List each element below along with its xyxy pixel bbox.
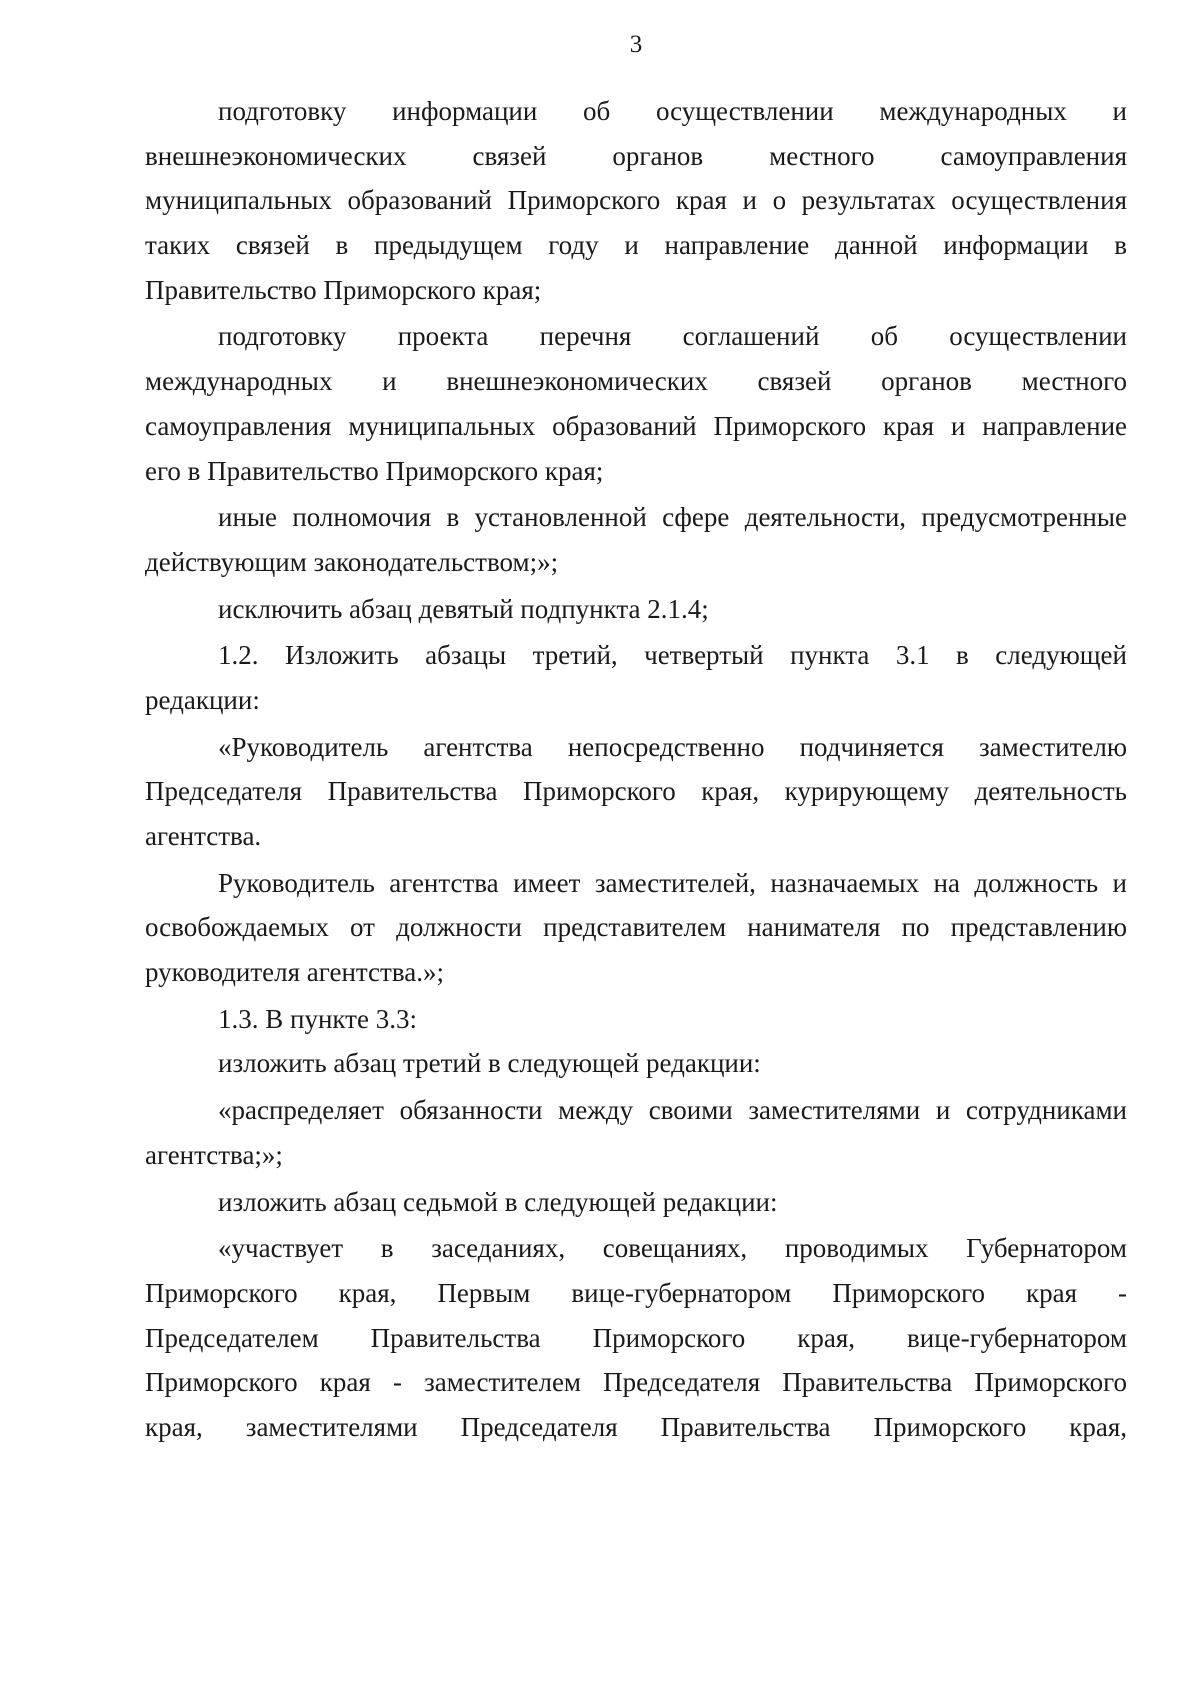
text-line: таких связей в предыдущем году и направление данной информации в	[145, 230, 1127, 261]
text-line: внешнеэкономических связей органов местного самоуправления	[145, 140, 1127, 171]
text-line: Приморского края - заместителем Председателя Правительства Приморского	[145, 1367, 1127, 1398]
text-line: 1.3. В пункте 3.3:	[218, 1003, 417, 1034]
text-line: Приморского края, Первым вице-губернатором Приморского края -	[145, 1277, 1127, 1308]
text-line: «Руководитель агентства непосредственно подчиняется заместителю	[218, 731, 1127, 762]
text-line: «распределяет обязанности между своими заместителями и сотрудниками	[218, 1095, 1127, 1126]
text-line: изложить абзац третий в следующей редакции:	[218, 1048, 761, 1079]
text-line: изложить абзац седьмой в следующей редакции:	[218, 1186, 778, 1217]
text-line: муниципальных образований Приморского края и о результатах осуществления	[145, 185, 1127, 216]
text-line: «участвует в заседаниях, совещаниях, проводимых Губернатором	[218, 1233, 1127, 1264]
text-line: исключить абзац девятый подпункта 2.1.4;	[218, 593, 709, 624]
text-line: иные полномочия в установленной сфере деятельности, предусмотренные	[218, 502, 1127, 533]
document-body	[145, 89, 1127, 1450]
text-line: международных и внешнеэкономических связей органов местного	[145, 366, 1127, 397]
text-line: Председателем Правительства Приморского края, вице-губернатором	[145, 1322, 1127, 1353]
text-line: Руководитель агентства имеет заместителей, назначаемых на должность и	[218, 867, 1127, 898]
text-line: редакции:	[145, 684, 260, 715]
text-line: Правительство Приморского края;	[145, 274, 542, 305]
text-line: Председателя Правительства Приморского края, курирующему деятельность	[145, 776, 1127, 807]
page-number: 3	[629, 31, 643, 58]
text-line: самоуправления муниципальных образований Приморского края и направление	[145, 410, 1127, 441]
text-line: подготовку проекта перечня соглашений об осуществлении	[218, 321, 1127, 352]
text-line: его в Правительство Приморского края;	[145, 455, 604, 486]
text-line: 1.2. Изложить абзацы третий, четвертый пункта 3.1 в следующей	[218, 640, 1127, 671]
text-line: агентства.	[145, 821, 262, 851]
text-line: руководителя агентства.»;	[145, 957, 444, 988]
text-line: агентства;»;	[145, 1139, 283, 1170]
text-line: освобождаемых от должности представителем нанимателя по представлению	[145, 912, 1127, 943]
text-line: края, заместителями Председателя Правительства Приморского края,	[145, 1411, 1127, 1442]
text-line: действующим законодательством;»;	[145, 546, 559, 577]
text-line: подготовку информации об осуществлении международных и	[218, 96, 1127, 126]
